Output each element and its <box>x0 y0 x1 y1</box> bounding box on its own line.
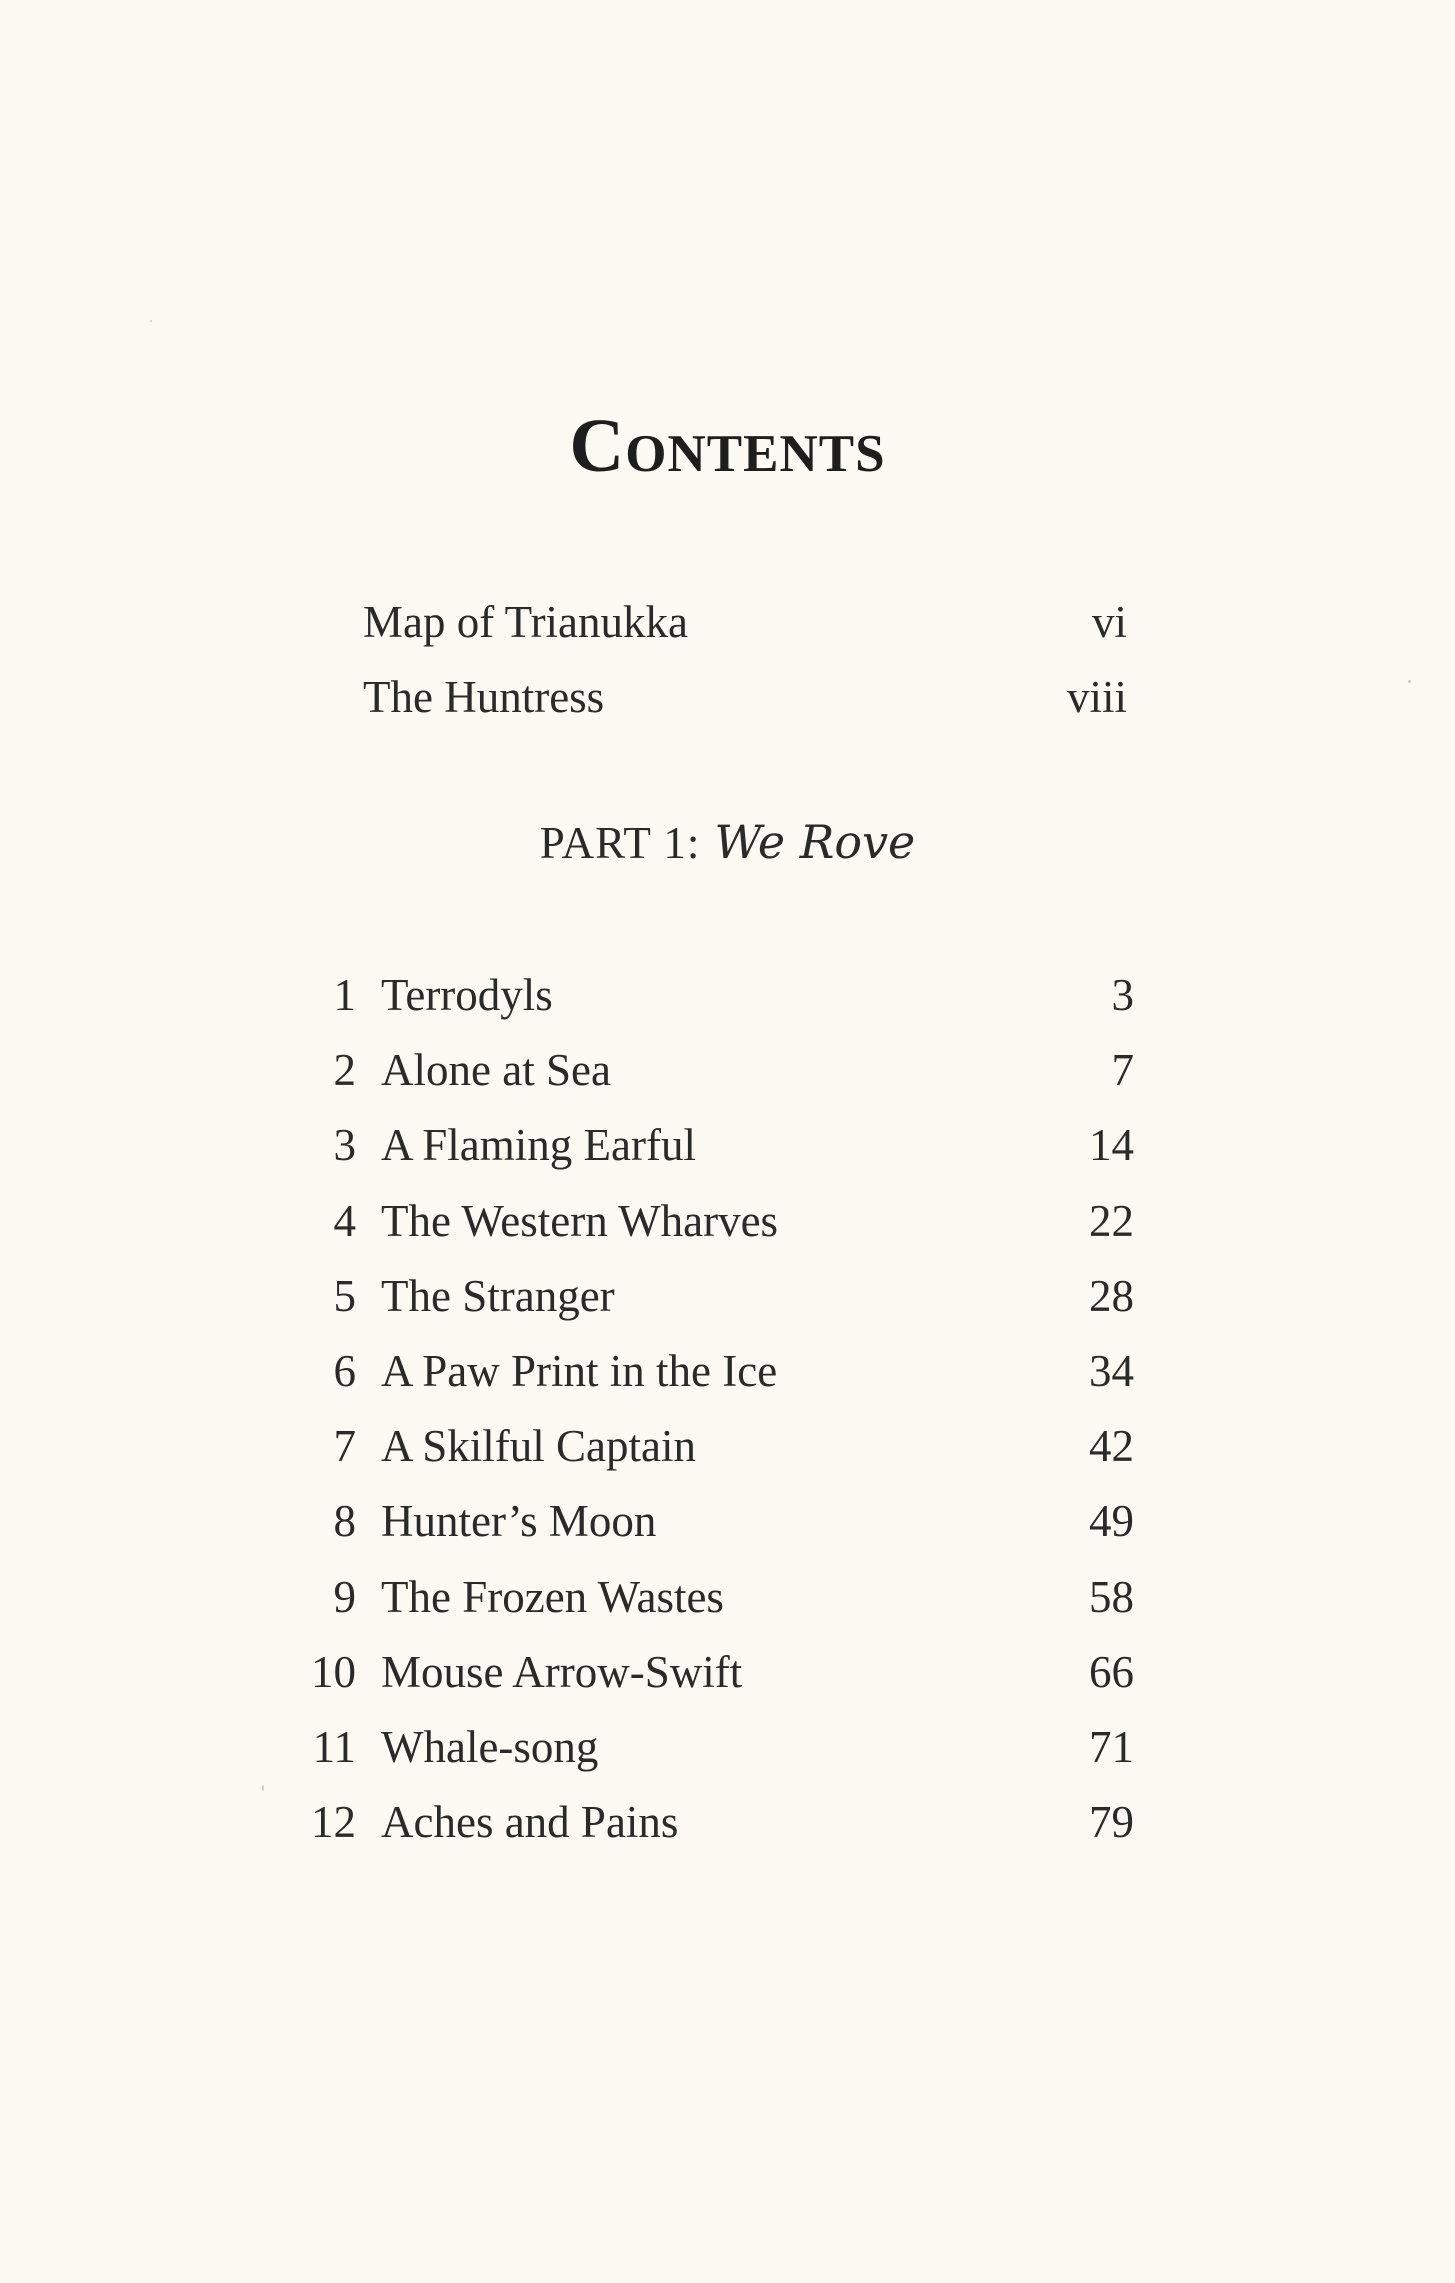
chapter-entry <box>296 965 1134 1040</box>
chapter-entry <box>296 1416 1134 1491</box>
chapter-page: 28 <box>1089 1270 1134 1321</box>
chapter-title: The Frozen Wastes <box>381 1571 724 1622</box>
chapter-title: Hunter’s Moon <box>381 1496 657 1547</box>
chapter-entry <box>296 1717 1134 1792</box>
chapter-number: 8 <box>333 1496 356 1547</box>
chapter-entry <box>296 1792 1134 1867</box>
front-matter-page: viii <box>1066 672 1127 722</box>
chapter-number: 6 <box>333 1345 356 1396</box>
chapter-page: 66 <box>1089 1646 1134 1697</box>
front-matter-list <box>363 592 1127 742</box>
chapter-list <box>296 965 1134 1867</box>
chapter-number: 2 <box>333 1045 356 1096</box>
chapter-entry <box>296 1341 1134 1416</box>
chapter-entry <box>296 1115 1134 1190</box>
chapter-page: 14 <box>1089 1120 1134 1171</box>
chapter-title: A Paw Print in the Ice <box>381 1345 778 1396</box>
chapter-title: The Western Wharves <box>381 1195 779 1246</box>
part-name: We Rove <box>714 815 916 869</box>
chapter-page: 79 <box>1089 1797 1134 1848</box>
chapter-page: 7 <box>1111 1045 1134 1096</box>
page-title: Contents <box>569 404 886 488</box>
front-matter-entry <box>363 592 1127 667</box>
chapter-title: Aches and Pains <box>381 1797 679 1848</box>
chapter-entry <box>296 1266 1134 1341</box>
chapter-title: A Skilful Captain <box>381 1421 696 1472</box>
chapter-number: 12 <box>311 1797 356 1848</box>
front-matter-title: Map of Trianukka <box>363 597 688 647</box>
front-matter-entry <box>363 667 1127 742</box>
chapter-number: 11 <box>312 1721 356 1772</box>
paper-speck <box>262 1785 264 1791</box>
chapter-page: 71 <box>1089 1721 1134 1772</box>
chapter-entry <box>296 1191 1134 1266</box>
chapter-title: The Stranger <box>381 1270 615 1321</box>
chapter-page: 34 <box>1089 1345 1134 1396</box>
chapter-entry <box>296 1491 1134 1566</box>
chapter-number: 9 <box>333 1571 356 1622</box>
chapter-number: 4 <box>333 1195 356 1246</box>
front-matter-page: vi <box>1091 597 1127 647</box>
chapter-title: A Flaming Earful <box>381 1120 696 1171</box>
chapter-number: 10 <box>311 1646 356 1697</box>
chapter-page: 49 <box>1089 1496 1134 1547</box>
chapter-page: 42 <box>1089 1421 1134 1472</box>
part-label: PART 1: <box>539 818 701 868</box>
chapter-number: 7 <box>333 1421 356 1472</box>
paper-speck <box>1408 680 1411 683</box>
chapter-title: Alone at Sea <box>381 1045 611 1096</box>
chapter-entry <box>296 1567 1134 1642</box>
chapter-title: Terrodyls <box>381 970 553 1020</box>
chapter-number: 3 <box>333 1120 356 1171</box>
chapter-entry <box>296 1040 1134 1115</box>
chapter-page: 3 <box>1111 970 1134 1020</box>
chapter-number: 1 <box>333 970 356 1020</box>
chapter-title: Whale-song <box>381 1721 599 1772</box>
chapter-title: Mouse Arrow-Swift <box>381 1646 743 1697</box>
part-heading <box>0 812 1455 873</box>
chapter-page: 22 <box>1089 1195 1134 1246</box>
front-matter-title: The Huntress <box>363 672 605 722</box>
chapter-entry <box>296 1642 1134 1717</box>
chapter-page: 58 <box>1089 1571 1134 1622</box>
paper-speck <box>150 320 152 322</box>
chapter-number: 5 <box>333 1270 356 1321</box>
